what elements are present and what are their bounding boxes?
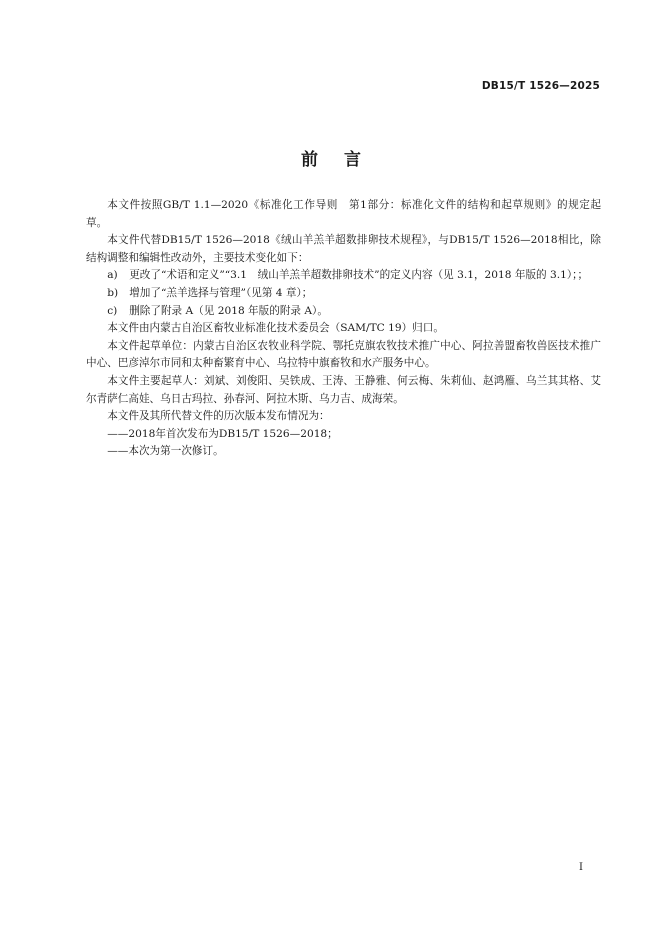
- paragraph-drafting-units: 本文件起草单位：内蒙古自治区农牧业科学院、鄂托克旗农牧技术推广中心、阿拉善盟畜牧兽医技术推广中心、巴彦淖尔市同和太种畜繁育中心、乌拉特中旗畜牧和水产服务中心。: [86, 339, 601, 370]
- change-item-text: 增加了“羔羊选择与管理”（见第 4 章）；: [129, 286, 313, 299]
- change-item: [86, 285, 601, 303]
- standard-code: DB15/T 1526—2025: [481, 80, 600, 92]
- history-item: ——本次为第一次修订。: [107, 445, 224, 458]
- paragraph-history: 本文件及其所代替文件的历次版本发布情况为：: [107, 410, 330, 423]
- history-item: ——2018年首次发布为DB15/T 1526—2018；: [107, 427, 338, 440]
- foreword-body: [86, 197, 601, 461]
- paragraph-drafters: 本文件主要起草人：刘斌、刘俊阳、吴铁成、王涛、王静雅、何云梅、朱莉仙、赵鸿雁、乌兰其其格、艾尔青萨仁高娃、乌日古玛拉、孙春河、阿拉木斯、乌力吉、成海荣。: [86, 374, 601, 405]
- page-number: I: [579, 862, 583, 873]
- change-item: [86, 303, 601, 321]
- change-item-text: 更改了“术语和定义”“3.1 绒山羊羔羊超数排卵技术”的定义内容（见 3.1，2018 年版的 3.1）；；: [129, 269, 589, 282]
- change-item-label: c): [107, 304, 118, 317]
- change-item-label: a): [107, 269, 118, 282]
- page-title: 前言: [301, 150, 387, 170]
- paragraph-committee: 本文件由内蒙古自治区畜牧业标准化技术委员会（SAM/TC 19）归口。: [107, 322, 444, 335]
- paragraph-drafting-rules: 本文件按照GB/T 1.1—2020《标准化工作导则 第1部分：标准化文件的结构和起草规则》的规定起草。: [86, 199, 601, 229]
- change-item: [86, 267, 601, 285]
- change-item-label: b): [107, 286, 119, 299]
- change-item-text: 删除了附录 A（见 2018 年版的附录 A）。: [129, 304, 328, 317]
- paragraph-replacement: 本文件代替DB15/T 1526—2018《绒山羊羔羊超数排卵技术规程》，与DB15/T 1526—2018相比，除结构调整和编辑性改动外，主要技术变化如下：: [86, 234, 601, 264]
